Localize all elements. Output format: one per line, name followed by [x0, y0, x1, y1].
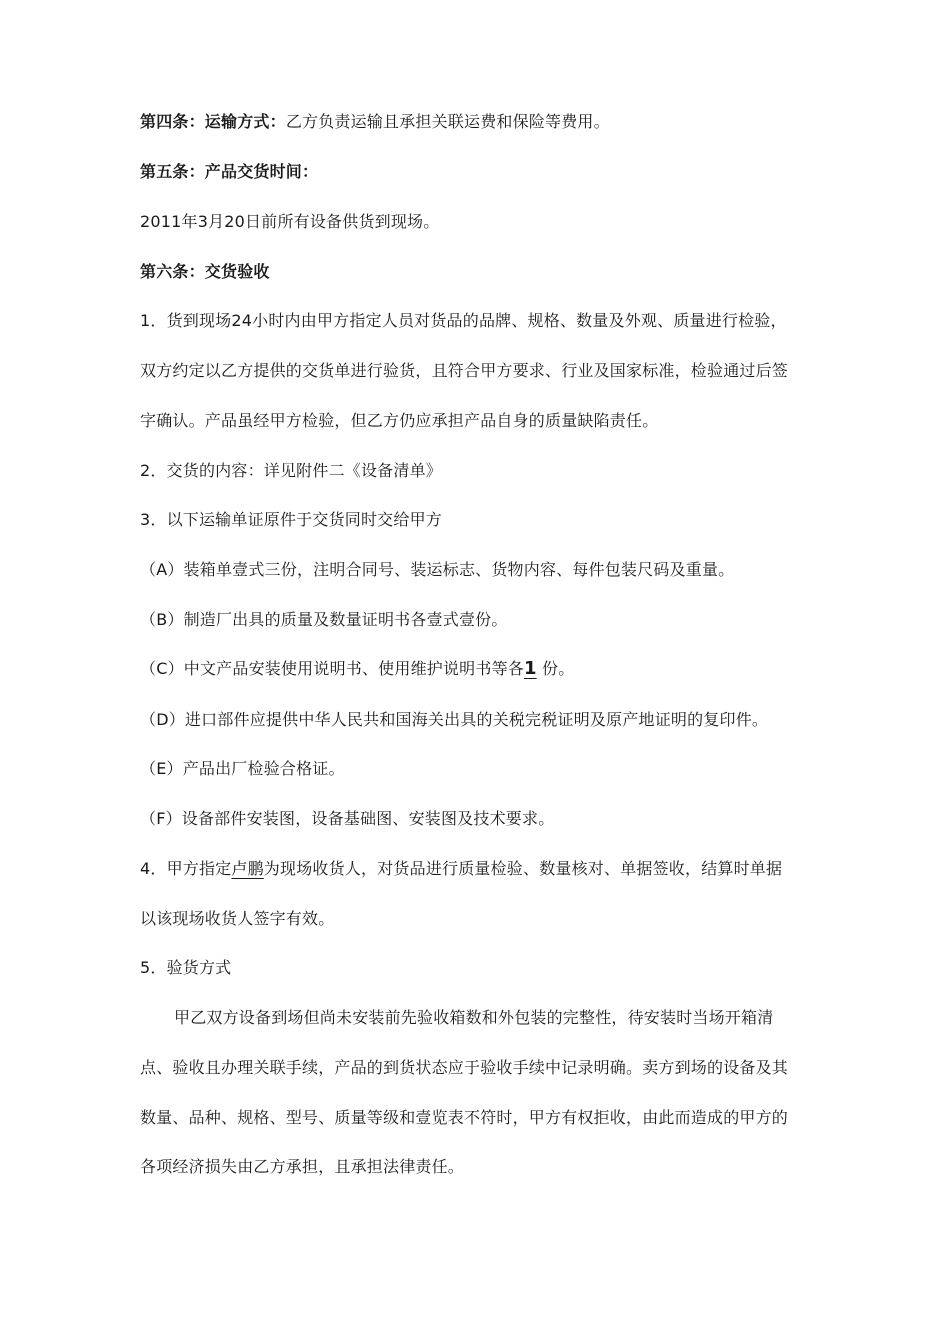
article-5-text: 2011年3月20日前所有设备供货到现场。 [140, 212, 440, 231]
item-1-line-2: 双方约定以乙方提供的交货单进行验货，且符合甲方要求、行业及国家标准，检验通过后签 [140, 361, 789, 380]
item-a: （A）装箱单壹式三份，注明合同号、装运标志、货物内容、每件包装尺码及重量。 [140, 560, 735, 579]
item-1-line-3: 字确认。产品虽经甲方检验，但乙方仍应承担产品自身的质量缺陷责任。 [140, 411, 659, 430]
paragraph-line-1: 甲乙双方设备到场但尚未安装前先验收箱数和外包装的完整性，待安装时当场开箱清 [174, 1008, 774, 1027]
item-e: （E）产品出厂检验合格证。 [140, 759, 345, 778]
item-3: 3．以下运输单证原件于交货同时交给甲方 [140, 510, 442, 529]
paragraph-line-2: 点、验收且办理关联手续，产品的到货状态应于验收手续中记录明确。卖方到场的设备及其 [140, 1058, 789, 1077]
item-b: （B）制造厂出具的质量及数量证明书各壹式壹份。 [140, 610, 508, 629]
item-c-text: （C）中文产品安装使用说明书、使用维护说明书等各 [140, 659, 524, 678]
item-f: （F）设备部件安装图，设备基础图、安装图及技术要求。 [140, 809, 555, 828]
item-4-line-2: 以该现场收货人签字有效。 [140, 909, 335, 928]
article-5-heading: 第五条：产品交货时间： [140, 162, 319, 181]
item-d: （D）进口部件应提供中华人民共和国海关出具的关税完税证明及原产地证明的复印件。 [140, 710, 769, 729]
item-c [140, 659, 574, 679]
item-c-unit: 份。 [542, 659, 575, 678]
article-6-heading: 第六条：交货验收 [140, 262, 270, 281]
item-5: 5．验货方式 [140, 958, 232, 977]
item-2: 2．交货的内容：详见附件二《设备清单》 [140, 461, 442, 480]
item-1-line-1: 1．货到现场24小时内由甲方指定人员对货品的品牌、规格、数量及外观、质量进行检验， [140, 311, 787, 330]
article-4-heading: 第四条：运输方式： [140, 112, 286, 131]
article-4-text: 乙方负责运输且承担关联运费和保险等费用。 [285, 112, 610, 131]
article-4 [140, 112, 610, 132]
item-4-line-1 [140, 859, 782, 879]
item-4-prefix: 4．甲方指定 [140, 859, 232, 878]
receiver-name: 卢鹏 [231, 859, 264, 878]
paragraph-line-3: 数量、品种、规格、型号、质量等级和壹览表不符时，甲方有权拒收，由此而造成的甲方的 [140, 1108, 789, 1127]
item-c-count: 1 [523, 658, 537, 679]
item-4-text: 为现场收货人，对货品进行质量检验、数量核对、单据签收，结算时单据 [263, 859, 783, 878]
paragraph-line-4: 各项经济损失由乙方承担，且承担法律责任。 [140, 1157, 465, 1176]
